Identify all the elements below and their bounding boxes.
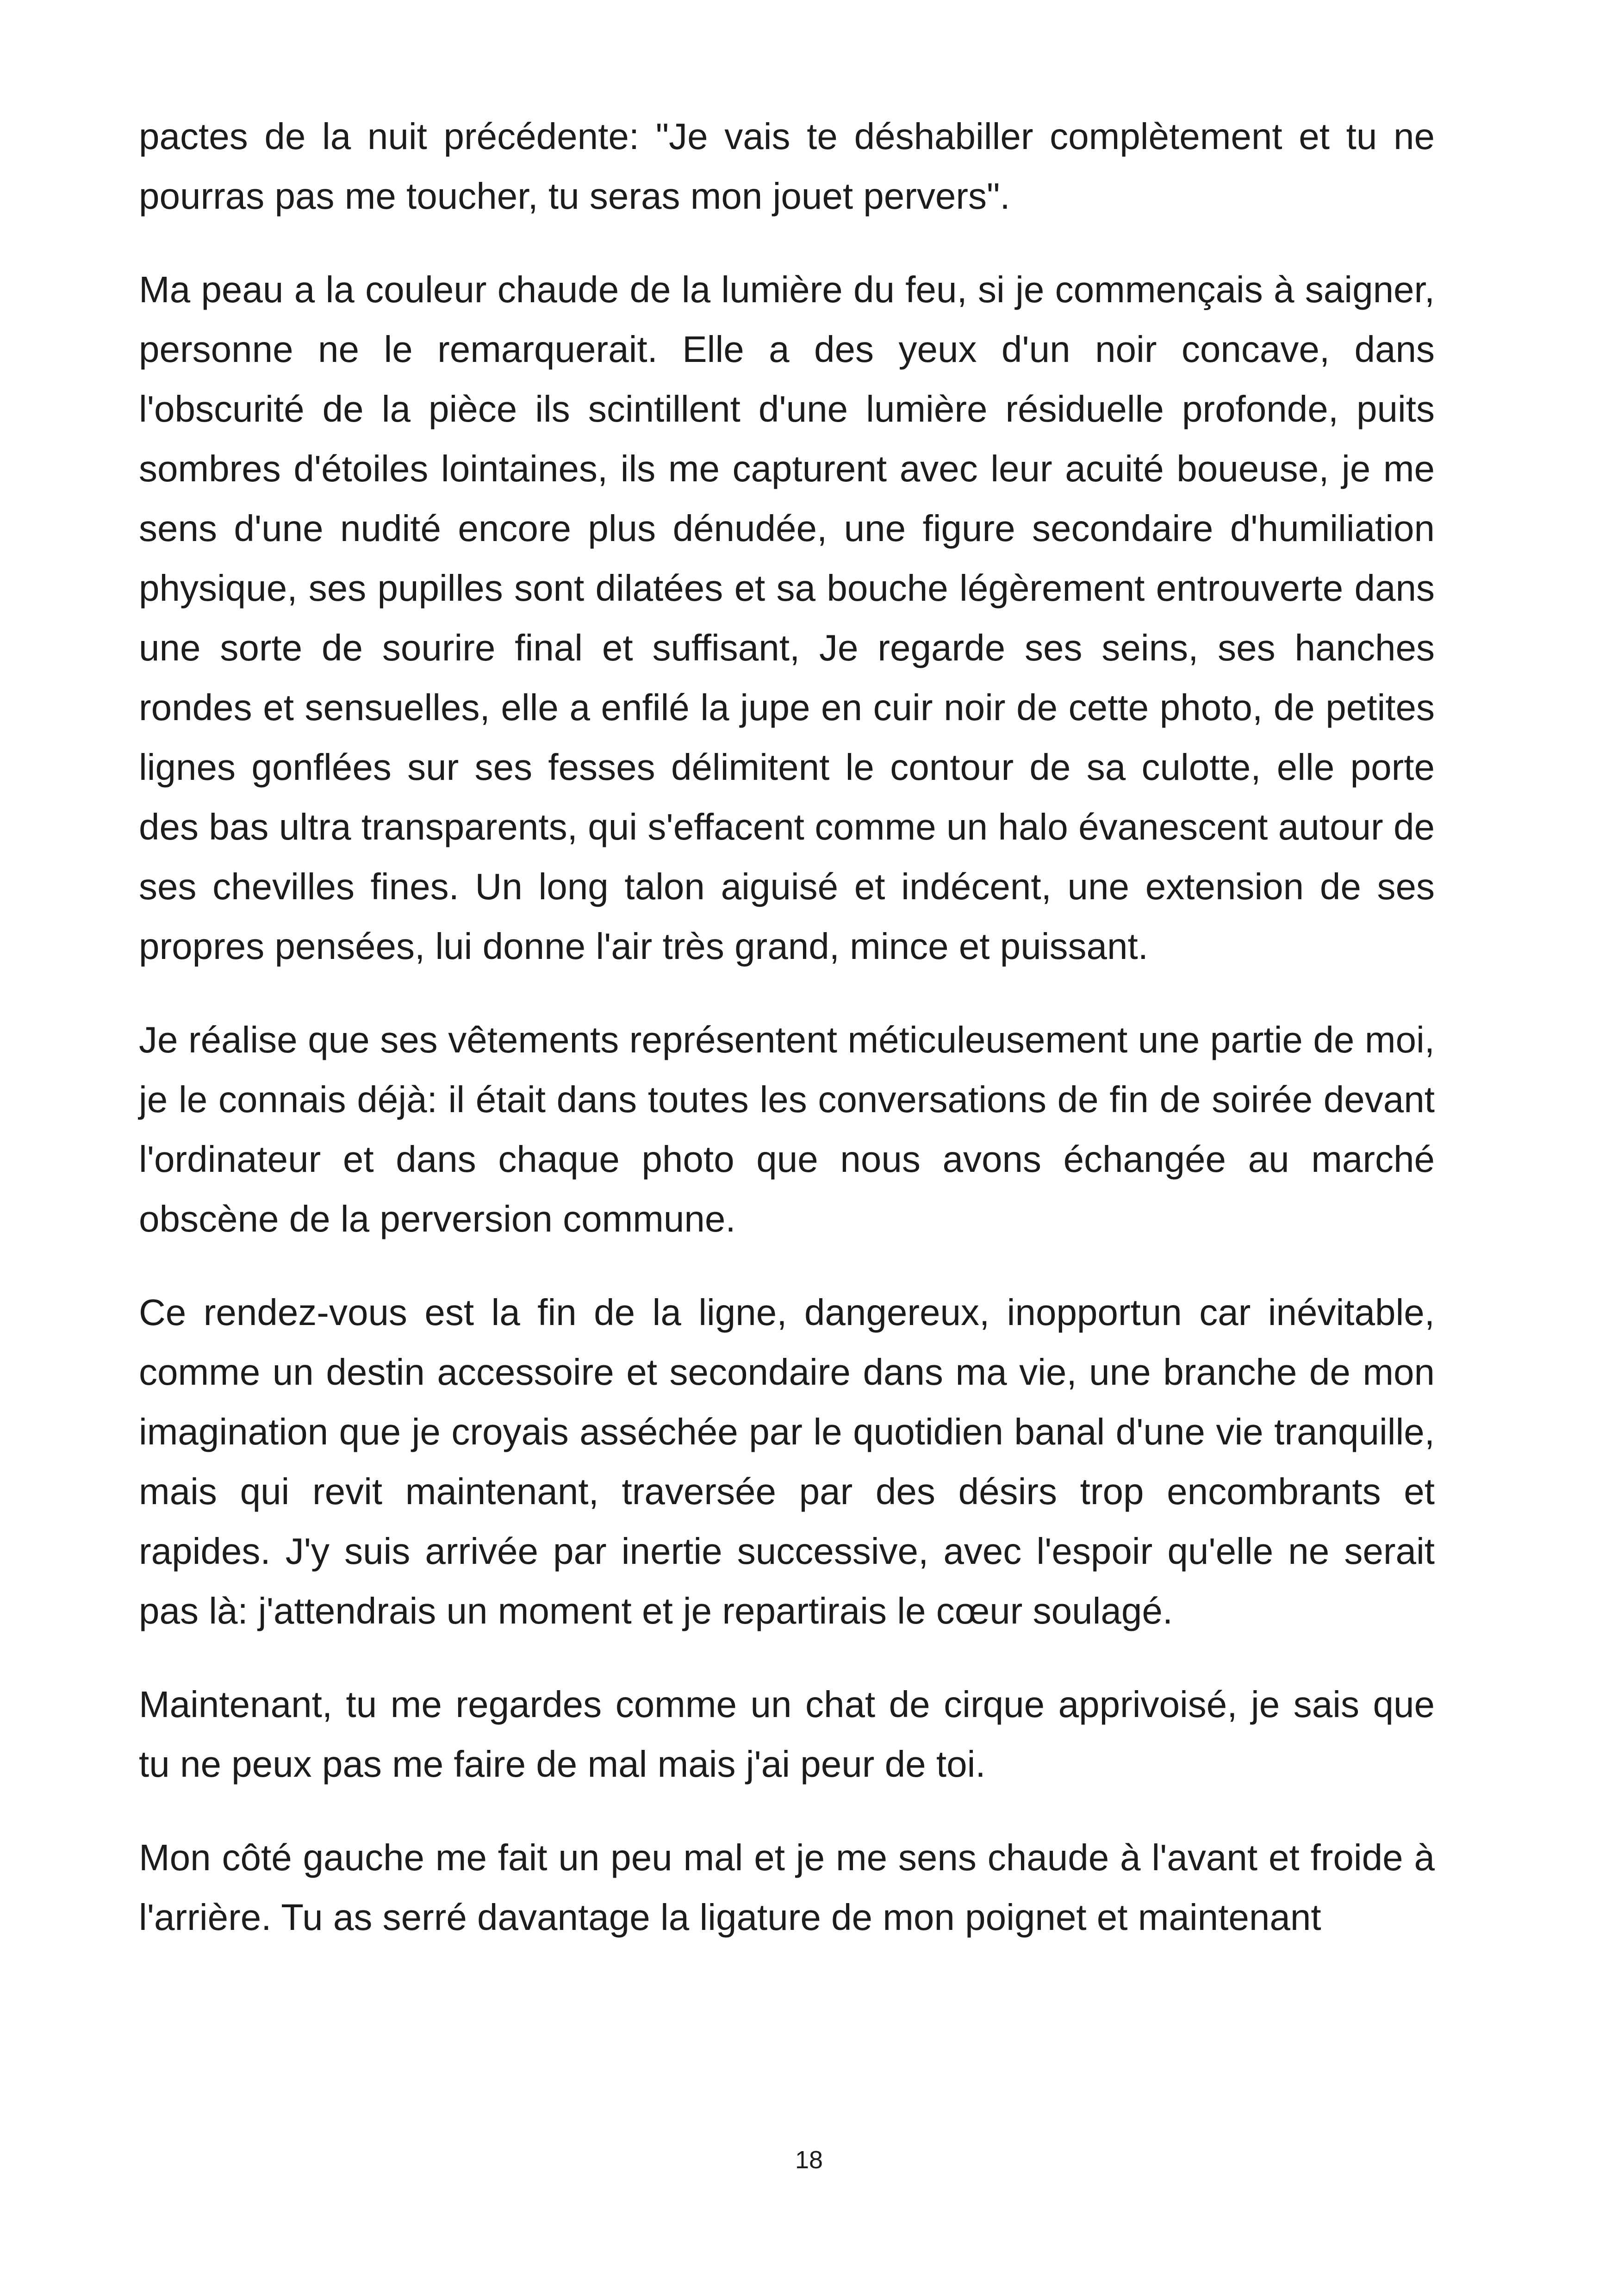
paragraph-1: pactes de la nuit précédente: "Je vais te déshabiller complètement et tu ne pourras pas me toucher, tu seras mon jouet pervers". xyxy=(139,116,1435,217)
page-number: 18 xyxy=(795,2146,823,2174)
paragraph-2: Ma peau a la couleur chaude de la lumière du feu, si je commençais à saigner, personne ne le remarquerait. Elle a des yeux d'un noir concave, dans l'obscurité de la pièce ils scintillent d'une lumière résiduelle profonde, puits sombres d'étoiles lointaines, ils me capturent avec leur acuité boueuse, je me sens d'une nudité encore plus dénudée, une figure secondaire d'humiliation physique, ses pupilles sont dilatées et sa bouche légèrement entrouverte dans une sorte de sourire final et suffisant, Je regarde ses seins, ses hanches rondes et sensuelles, elle a enfilé la jupe en cuir noir de cette photo, de petites lignes gonflées sur ses fesses délimitent le contour de sa culotte, elle porte des bas ultra transparents, qui s'effacent comme un halo évanescent autour de ses chevilles fines. Un long talon aiguisé et indécent, une extension de ses propres pensées, lui donne l'air très grand, mince et puissant. xyxy=(139,269,1435,967)
paragraph-5: Maintenant, tu me regardes comme un chat de cirque apprivoisé, je sais que tu ne peux pas me faire de mal mais j'ai peur de toi. xyxy=(139,1684,1435,1785)
paragraph-4: Ce rendez-vous est la fin de la ligne, dangereux, inopportun car inévitable, comme un destin accessoire et secondaire dans ma vie, une branche de mon imagination que je croyais asséchée par le quotidien banal d'une vie tranquille, mais qui revit maintenant, traversée par des désirs trop encombrants et rapides. J'y suis arrivée par inertie successive, avec l'espoir qu'elle ne serait pas là: j'attendrais un moment et je repartirais le cœur soulagé. xyxy=(139,1292,1435,1631)
paragraph-3: Je réalise que ses vêtements représentent méticuleusement une partie de moi, je le connais déjà: il était dans toutes les conversations de fin de soirée devant l'ordinateur et dans chaque photo que nous avons échangée au marché obscène de la perversion commune. xyxy=(139,1019,1435,1239)
paragraph-6: Mon côté gauche me fait un peu mal et je me sens chaude à l'avant et froide à l'arrière. Tu as serré davantage la ligature de mon poignet et maintenant xyxy=(139,1837,1435,1938)
body-text xyxy=(139,106,1435,1981)
